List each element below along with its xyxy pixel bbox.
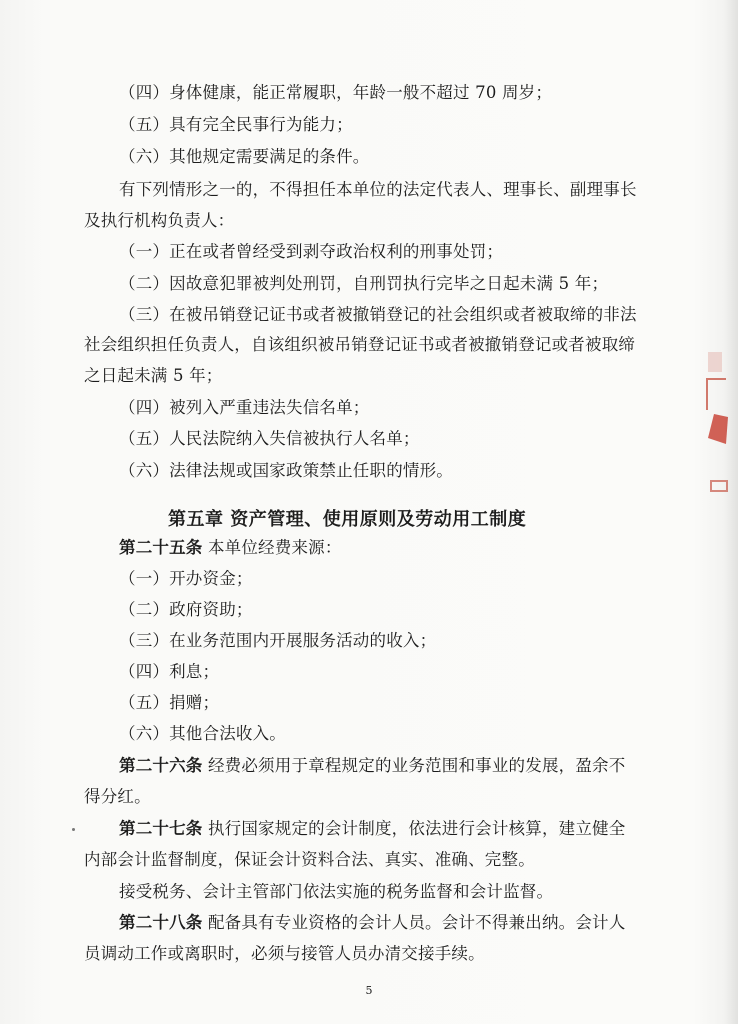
text-line: 得分红。 <box>84 787 151 806</box>
text-line: 有下列情形之一的，不得担任本单位的法定代表人、理事长、副理事长 <box>119 180 637 199</box>
chapter-heading: 第五章 资产管理、使用原则及劳动用工制度 <box>168 509 527 530</box>
article-25 <box>119 537 342 559</box>
text-line: （六）其他规定需要满足的条件。 <box>119 147 370 166</box>
article-text: 执行国家规定的会计制度，依法进行会计核算，建立健全 <box>202 819 626 838</box>
article-label: 第二十七条 <box>119 819 203 838</box>
page-edge-shadow <box>724 0 738 1024</box>
text-line: 及执行机构负责人： <box>84 211 235 230</box>
text-line: （三）在被吊销登记证书或者被撤销登记的社会组织或者被取缔的非法 <box>119 305 637 324</box>
article-label: 第二十八条 <box>119 913 203 932</box>
article-text: 配备具有专业资格的会计人员。会计不得兼出纳。会计人 <box>202 913 626 932</box>
text-line: （五）人民法院纳入失信被执行人名单； <box>119 429 420 448</box>
text-line: （五）具有完全民事行为能力； <box>119 115 353 134</box>
article-label: 第二十五条 <box>119 538 203 557</box>
list-item: （一）开办资金； <box>119 569 253 588</box>
article-28 <box>119 912 625 934</box>
list-item: （五）捐赠； <box>119 693 220 712</box>
scan-speck <box>72 828 75 831</box>
list-item: （二）政府资助； <box>119 600 253 619</box>
text-line: 内部会计监督制度，保证会计资料合法、真实、准确、完整。 <box>84 850 535 869</box>
text-line: （一）正在或者曾经受到剥夺政治权利的刑事处罚； <box>119 242 504 261</box>
article-text: 本单位经费来源： <box>202 538 342 557</box>
text-line: （四）身体健康，能正常履职，年龄一般不超过 70 周岁； <box>119 83 553 102</box>
article-27 <box>119 818 625 840</box>
text-line: （二）因故意犯罪被判处刑罚，自刑罚执行完毕之日起未满 5 年； <box>119 274 609 293</box>
text-line: 之日起未满 5 年； <box>84 366 223 385</box>
text-line: 员调动工作或离职时，必须与接管人员办清交接手续。 <box>84 944 485 963</box>
list-item: （四）利息； <box>119 662 220 681</box>
article-label: 第二十六条 <box>119 756 203 775</box>
text-line: 社会组织担任负责人，自该组织被吊销登记证书或者被撤销登记或者被取缔 <box>84 335 636 354</box>
page-number: 5 <box>365 984 373 997</box>
text-line: （六）法律法规或国家政策禁止任职的情形。 <box>119 461 453 480</box>
article-text: 经费必须用于章程规定的业务范围和事业的发展，盈余不 <box>202 756 626 775</box>
text-line: 接受税务、会计主管部门依法实施的税务监督和会计监督。 <box>119 882 554 901</box>
list-item: （三）在业务范围内开展服务活动的收入； <box>119 631 437 650</box>
article-26 <box>119 755 625 777</box>
text-line: （四）被列入严重违法失信名单； <box>119 398 370 417</box>
list-item: （六）其他合法收入。 <box>119 724 286 743</box>
